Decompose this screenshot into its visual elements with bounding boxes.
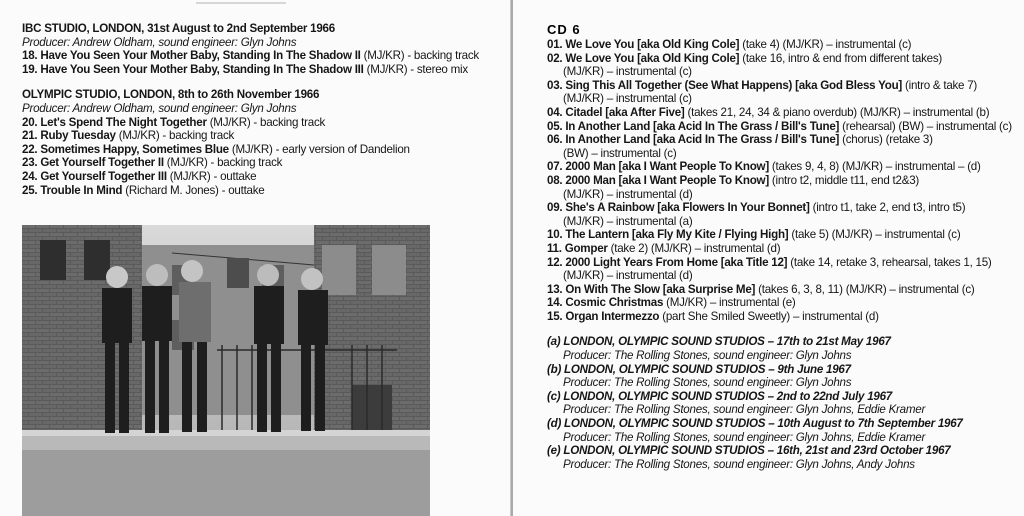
track-note: (take 5) (MJ/KR) – instrumental (c) xyxy=(788,228,961,242)
left-page xyxy=(0,0,511,516)
track-title: 08. 2000 Man [aka I Want People To Know] xyxy=(547,173,769,187)
track-continuation: (MJ/KR) – instrumental (a) xyxy=(563,214,693,228)
track-title: 24. Get Yourself Together III xyxy=(22,169,167,183)
track-title: 03. Sing This All Together (See What Happens) [aka God Bless You] xyxy=(547,78,903,92)
session-heading: OLYMPIC STUDIO, LONDON, 8th to 26th November 1966 xyxy=(22,88,320,102)
spacer xyxy=(22,76,511,88)
track-note: (MJ/KR) - backing track xyxy=(163,156,283,170)
show-through-mark xyxy=(196,2,286,4)
track-note: (MJ/KR) - stereo mix xyxy=(363,62,468,76)
spacer xyxy=(547,323,1024,335)
track-note: (takes 6, 3, 8, 11) (MJ/KR) – instrumental (c) xyxy=(755,282,975,296)
track-continuation: (MJ/KR) – instrumental (c) xyxy=(563,65,692,79)
track-note: (intro & take 7) xyxy=(902,78,978,92)
track-note: (chorus) (retake 3) xyxy=(839,133,933,147)
session-heading: (c) LONDON, OLYMPIC SOUND STUDIOS – 2nd to 22nd July 1967 xyxy=(547,389,892,403)
track-title: 18. Have You Seen Your Mother Baby, Standing In The Shadow II xyxy=(22,49,361,63)
track-line xyxy=(547,52,1024,66)
track-line xyxy=(22,49,511,63)
session-heading: (d) LONDON, OLYMPIC SOUND STUDIOS – 10th August to 7th September 1967 xyxy=(547,417,963,431)
track-title: 23. Get Yourself Together II xyxy=(22,156,164,170)
session-credit: Producer: The Rolling Stones, sound engineer: Glyn Johns, Andy Johns xyxy=(563,457,915,471)
track-title: 21. Ruby Tuesday xyxy=(22,129,116,143)
track-note: (Richard M. Jones) - outtake xyxy=(122,183,265,197)
track-continuation: (MJ/KR) – instrumental (d) xyxy=(563,187,693,201)
cd-title: CD 6 xyxy=(547,22,581,37)
track-line xyxy=(547,120,1024,134)
track-title: 01. We Love You [aka Old King Cole] xyxy=(547,38,740,51)
band-photo-image xyxy=(22,225,430,516)
track-note: (takes 21, 24, 34 & piano overdub) (MJ/KR) – instrumental (b) xyxy=(684,105,990,119)
track-title: 25. Trouble In Mind xyxy=(22,183,123,197)
track-line xyxy=(547,106,1024,120)
session-heading: (b) LONDON, OLYMPIC SOUND STUDIOS – 9th June 1967 xyxy=(547,362,851,376)
session-heading: (a) LONDON, OLYMPIC SOUND STUDIOS – 17th to 21st May 1967 xyxy=(547,335,891,349)
track-line xyxy=(547,38,1024,52)
track-line xyxy=(547,296,1024,310)
track-line xyxy=(547,228,1024,242)
band-photo xyxy=(22,225,430,516)
track-note: (rehearsal) (BW) – instrumental (c) xyxy=(839,119,1012,133)
track-title: 20. Let's Spend The Night Together xyxy=(22,115,207,129)
track-line xyxy=(22,129,511,143)
track-title: 19. Have You Seen Your Mother Baby, Standing In The Shadow III xyxy=(22,62,364,76)
track-note: (takes 9, 4, 8) (MJ/KR) – instrumental – (d) xyxy=(768,160,981,174)
track-title: 12. 2000 Light Years From Home [aka Title 12] xyxy=(547,255,788,269)
session-credit: Producer: The Rolling Stones, sound engineer: Glyn Johns xyxy=(563,376,852,390)
session-producer: Producer: Andrew Oldham, sound engineer: Glyn Johns xyxy=(22,35,297,49)
track-note: (MJ/KR) – instrumental (e) xyxy=(663,296,796,310)
track-line xyxy=(22,170,511,184)
track-line xyxy=(22,184,511,198)
session-producer: Producer: Andrew Oldham, sound engineer: Glyn Johns xyxy=(22,101,297,115)
track-title: 22. Sometimes Happy, Sometimes Blue xyxy=(22,142,229,156)
track-line xyxy=(547,160,1024,174)
track-line xyxy=(547,310,1024,324)
track-title: 05. In Another Land [aka Acid In The Grass / Bill's Tune] xyxy=(547,119,840,133)
session-credit: Producer: The Rolling Stones, sound engineer: Glyn Johns, Eddie Kramer xyxy=(563,430,926,444)
track-title: 09. She's A Rainbow [aka Flowers In Your Bonnet] xyxy=(547,201,810,215)
track-note: (MJ/KR) - outtake xyxy=(166,169,257,183)
track-title: 11. Gomper xyxy=(547,241,608,255)
track-line xyxy=(22,116,511,130)
track-title: 14. Cosmic Christmas xyxy=(547,296,664,310)
track-line xyxy=(547,201,1024,215)
session-heading: (e) LONDON, OLYMPIC SOUND STUDIOS – 16th, 21st and 23rd October 1967 xyxy=(547,444,951,458)
track-note: (part She Smiled Sweetly) – instrumental (d) xyxy=(659,309,879,323)
session-credit: Producer: The Rolling Stones, sound engineer: Glyn Johns, Eddie Kramer xyxy=(563,403,926,417)
track-note: (intro t1, take 2, end t3, intro t5) xyxy=(809,201,966,215)
session-credit: Producer: The Rolling Stones, sound engineer: Glyn Johns xyxy=(563,349,852,363)
track-line xyxy=(547,256,1024,270)
track-note: (take 2) (MJ/KR) – instrumental (d) xyxy=(607,241,781,255)
track-note: (take 16, intro & end from different takes) xyxy=(739,51,942,65)
track-line xyxy=(547,79,1024,93)
track-line xyxy=(22,63,511,77)
track-title: 10. The Lantern [aka Fly My Kite / Flying High] xyxy=(547,228,789,242)
track-line xyxy=(547,174,1024,188)
track-title: 15. Organ Intermezzo xyxy=(547,309,660,323)
track-title: 13. On With The Slow [aka Surprise Me] xyxy=(547,282,756,296)
track-title: 04. Citadel [aka After Five] xyxy=(547,105,685,119)
track-note: (take 4) (MJ/KR) – instrumental (c) xyxy=(739,38,912,51)
session-heading: IBC STUDIO, LONDON, 31st August to 2nd September 1966 xyxy=(22,22,335,35)
track-line xyxy=(547,283,1024,297)
track-continuation: (MJ/KR) – instrumental (c) xyxy=(563,92,692,106)
track-title: 02. We Love You [aka Old King Cole] xyxy=(547,51,740,65)
track-note: (intro t2, middle t11, end t2&3) xyxy=(768,173,920,187)
track-line xyxy=(22,143,511,157)
track-note: (MJ/KR) - backing track xyxy=(206,115,326,129)
track-line xyxy=(547,242,1024,256)
track-line xyxy=(547,133,1024,147)
track-note: (MJ/KR) - backing track xyxy=(115,129,235,143)
right-page xyxy=(513,0,1024,516)
track-note: (MJ/KR) - early version of Dandelion xyxy=(228,142,410,156)
track-continuation: (BW) – instrumental (c) xyxy=(563,146,677,160)
track-continuation: (MJ/KR) – instrumental (d) xyxy=(563,269,693,283)
track-title: 07. 2000 Man [aka I Want People To Know] xyxy=(547,160,769,174)
track-line xyxy=(22,156,511,170)
track-title: 06. In Another Land [aka Acid In The Grass / Bill's Tune] xyxy=(547,133,840,147)
track-note: (MJ/KR) - backing track xyxy=(360,49,479,63)
track-note: (take 14, retake 3, rehearsal, takes 1, 15) xyxy=(787,255,992,269)
